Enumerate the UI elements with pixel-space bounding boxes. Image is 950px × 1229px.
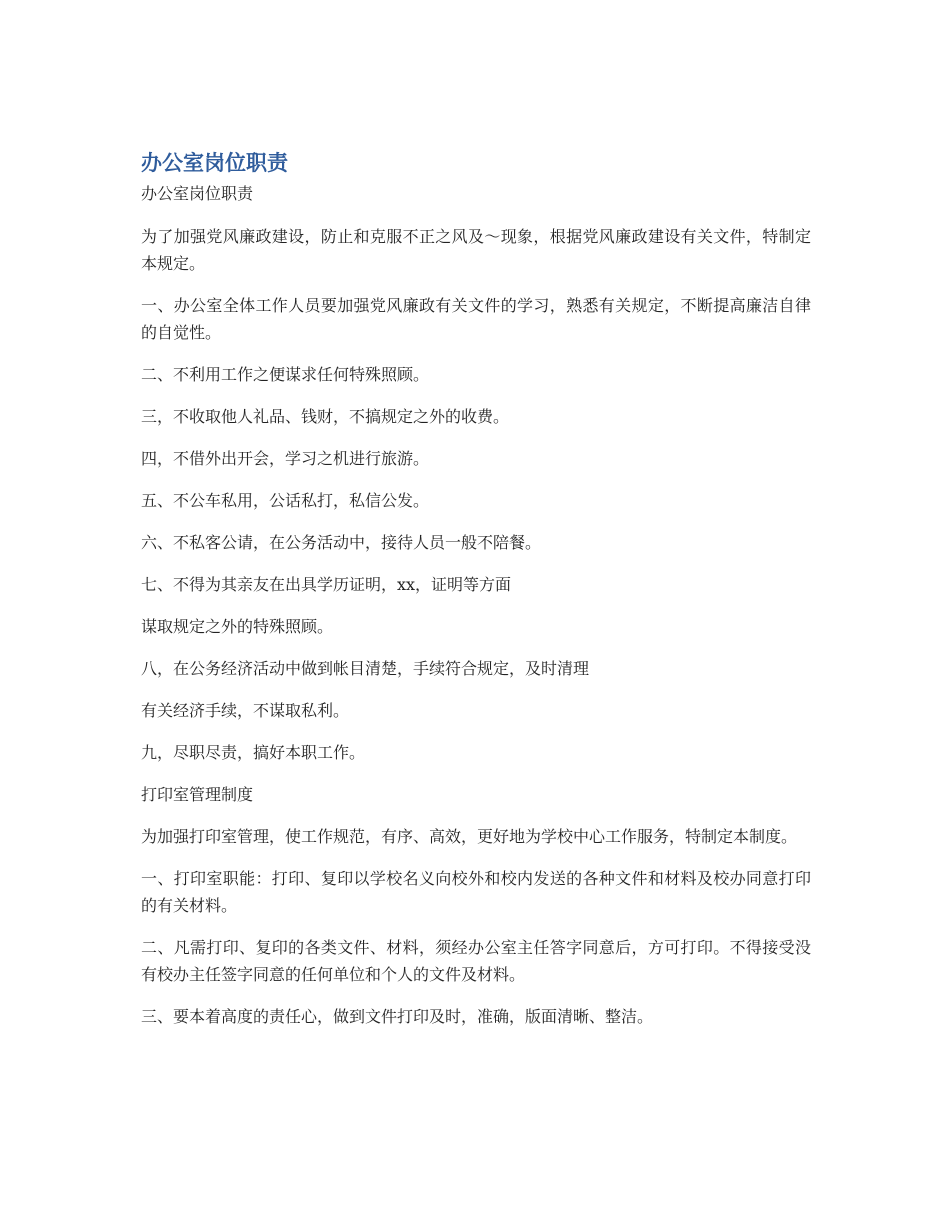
paragraph-rule-6: 六、不私客公请，在公务活动中，接待人员一般不陪餐。	[141, 533, 542, 552]
document-body	[141, 148, 811, 1030]
paragraph-rule-7-cont: 谋取规定之外的特殊照顾。	[141, 617, 334, 636]
paragraph-rule-8: 八，在公务经济活动中做到帐目清楚，手续符合规定，及时清理	[141, 659, 590, 678]
document-title: 办公室岗位职责	[141, 151, 288, 175]
paragraph-rule-1: 一、办公室全体工作人员要加强党风廉政有关文件的学习，熟悉有关规定，不断提高廉洁自律的自觉性。	[141, 296, 811, 342]
paragraph-print-intro: 为加强打印室管理，使工作规范，有序、高效，更好地为学校中心工作服务，特制定本制度。	[141, 827, 798, 846]
paragraph-rule-2: 二、不利用工作之便谋求任何特殊照顾。	[141, 365, 430, 384]
paragraph-rule-7: 七、不得为其亲友在出具学历证明，xx，证明等方面	[141, 575, 512, 594]
paragraph-print-rule-3: 三、要本着高度的责任心，做到文件打印及时，准确，版面清晰、整洁。	[141, 1007, 654, 1026]
paragraph-rule-5: 五、不公车私用，公话私打，私信公发。	[141, 491, 430, 510]
document-subtitle: 办公室岗位职责	[141, 184, 254, 203]
paragraph-intro: 为了加强党风廉政建设，防止和克服不正之风及～现象，根据党风廉政建设有关文件，特制定本规定。	[141, 227, 811, 273]
paragraph-rule-3: 三，不收取他人礼品、钱财，不搞规定之外的收费。	[141, 407, 510, 426]
paragraph-rule-8-cont: 有关经济手续，不谋取私利。	[141, 701, 350, 720]
paragraph-print-rule-1: 一、打印室职能：打印、复印以学校名义向校外和校内发送的各种文件和材料及校办同意打印的有关材料。	[141, 869, 811, 915]
paragraph-rule-9: 九，尽职尽责，搞好本职工作。	[141, 743, 366, 762]
paragraph-print-rule-2: 二、凡需打印、复印的各类文件、材料，须经办公室主任答字同意后，方可打印。不得接受没有校办主任签字同意的任何单位和个人的文件及材料。	[141, 938, 811, 984]
section-heading-print-room: 打印室管理制度	[141, 785, 254, 804]
paragraph-rule-4: 四，不借外出开会，学习之机进行旅游。	[141, 449, 430, 468]
